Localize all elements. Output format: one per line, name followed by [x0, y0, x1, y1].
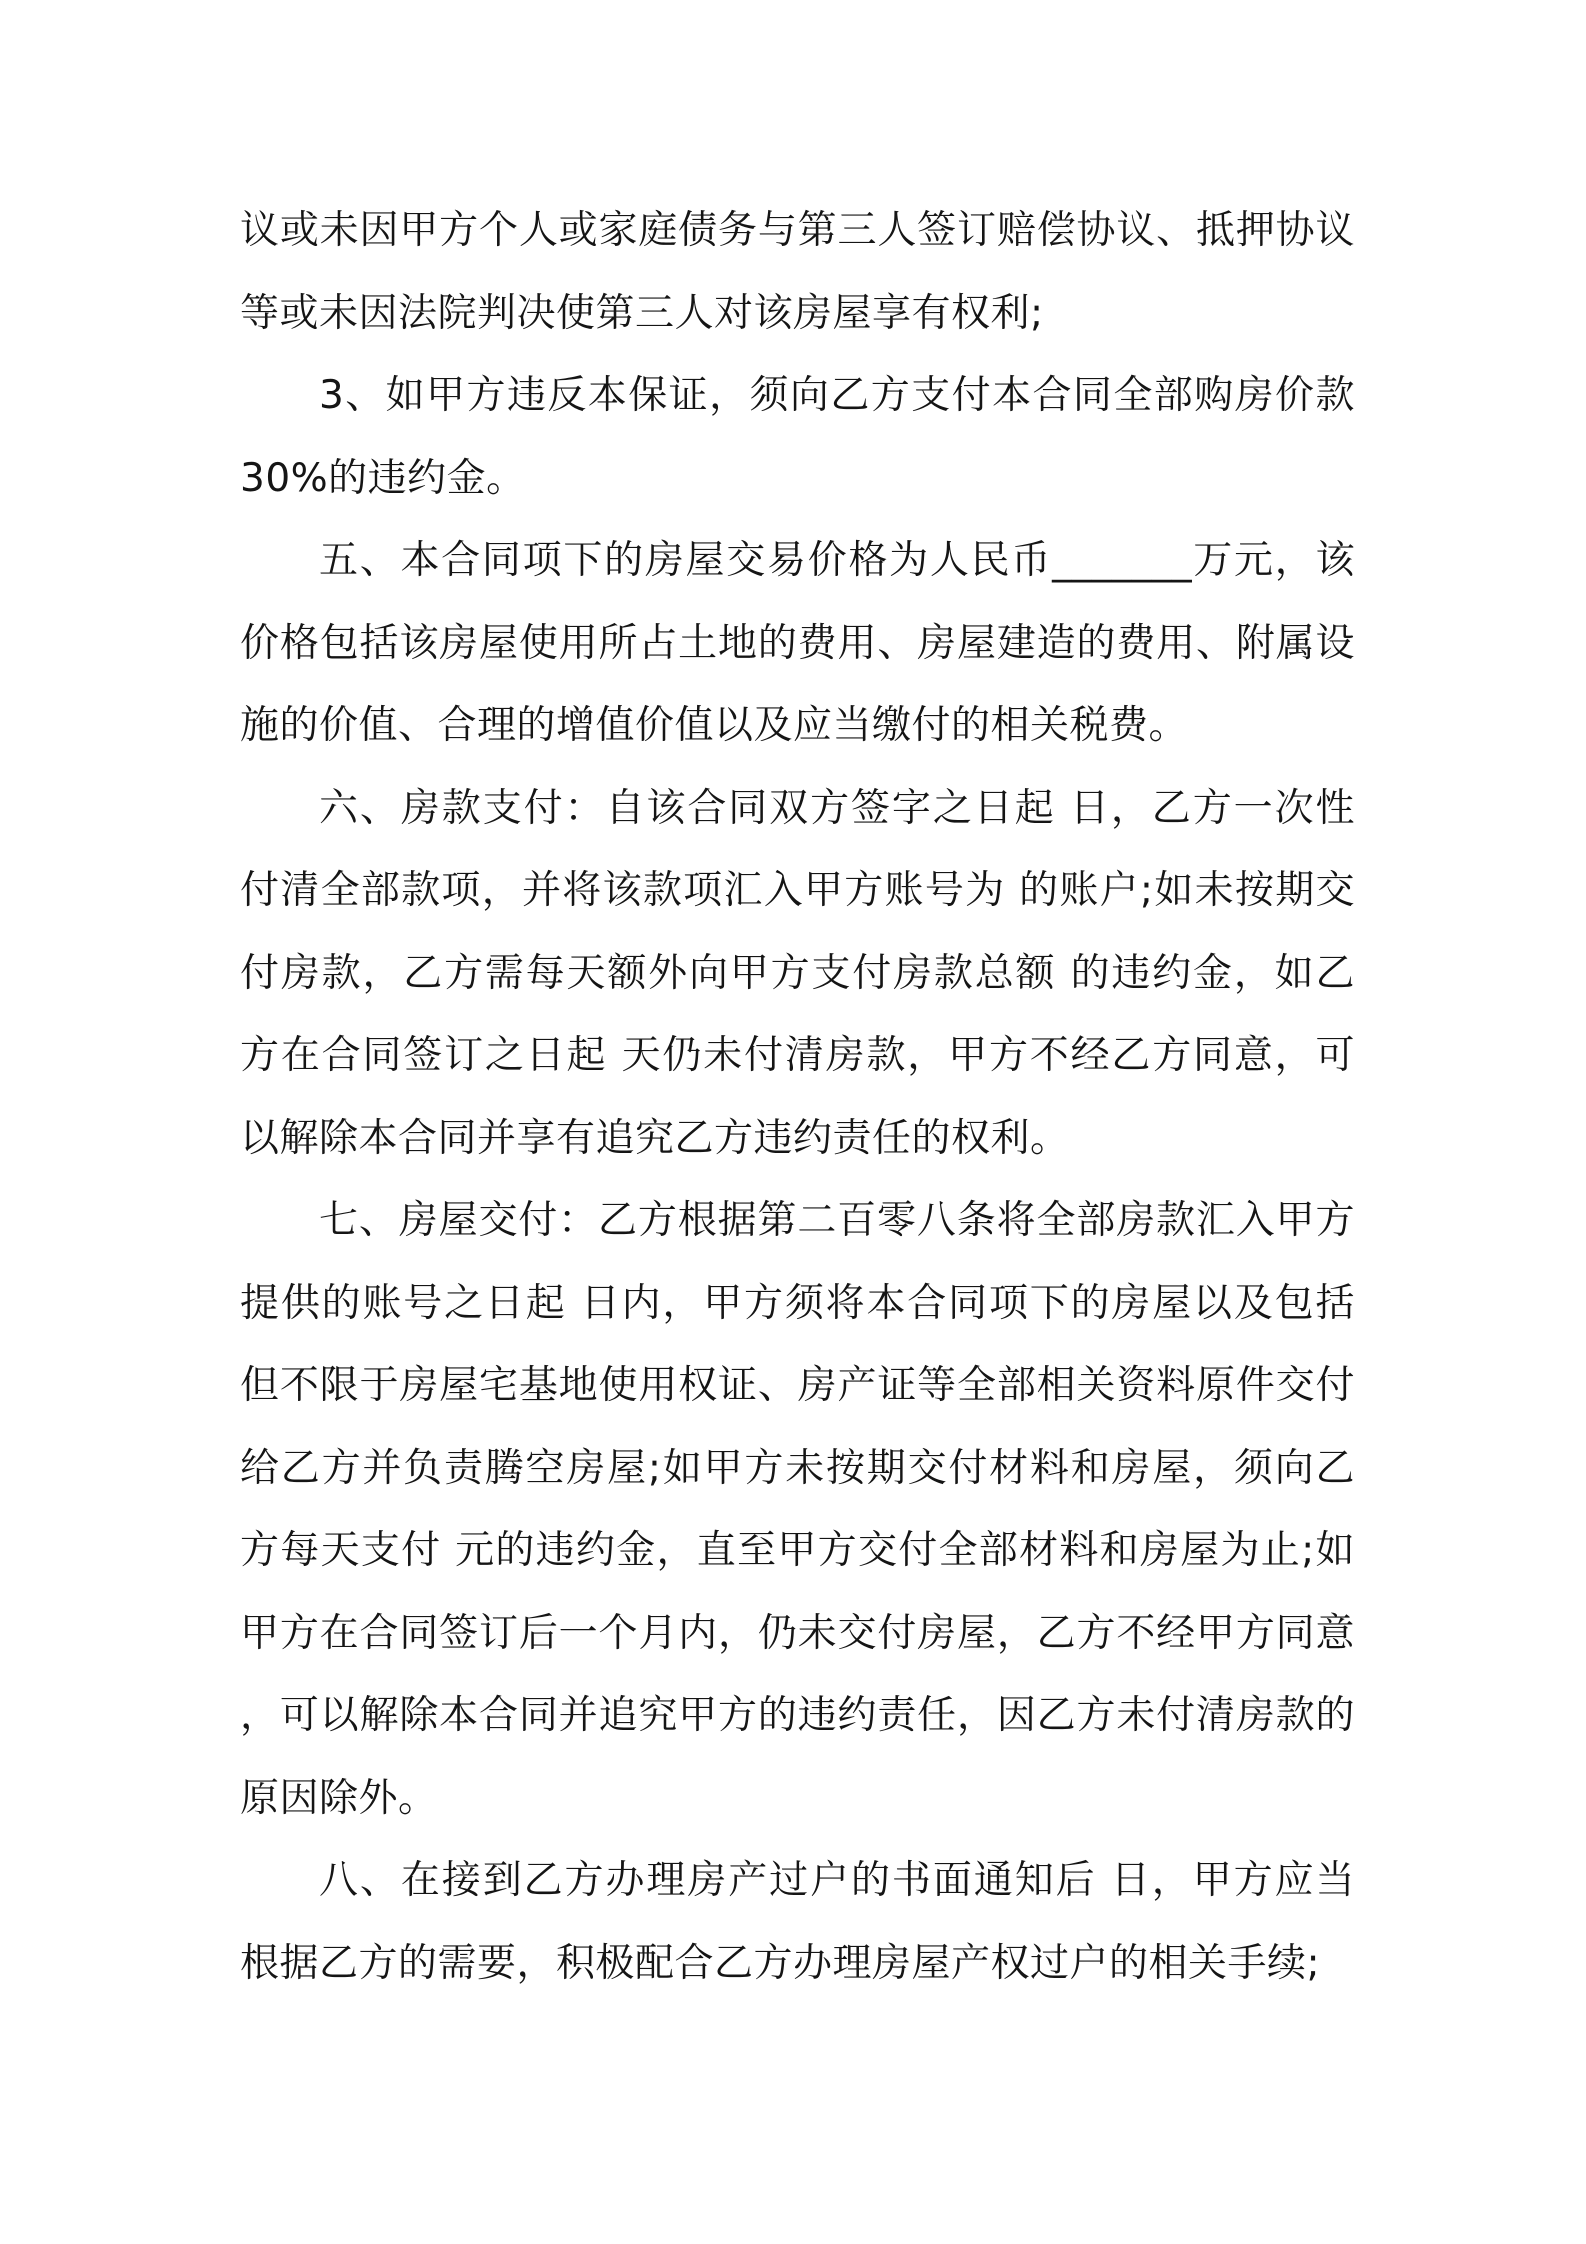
paragraph-article-7: 七、房屋交付：乙方根据第二百零八条将全部房款汇入甲方提供的账号之日起 日内，甲方须将本合同项下的房屋以及包括但不限于房屋宅基地使用权证、房产证等全部相关资料原件交付给乙方并负责腾空房屋;如甲方未按期交付材料和房屋，须向乙方每天支付 元的违约金，直至甲方交付全部材料和房屋为止;如甲方在合同签订后一个月内，仍未交付房屋，乙方不经甲方同意，可以解除本合同并追究甲方的违约责任，因乙方未付清房款的原因除外。	[240, 1198, 1355, 1821]
paragraph-article-6: 六、房款支付：自该合同双方签字之日起 日，乙方一次性付清全部款项，并将该款项汇入甲方账号为 的账户;如未按期交付房款，乙方需每天额外向甲方支付房款总额 的违约金，如乙方在合同签订之日起 天仍未付清房款，甲方不经乙方同意，可以解除本合同并享有追究乙方违约责任的权利。	[240, 785, 1355, 1161]
paragraph-article-5: 五、本合同项下的房屋交易价格为人民币_______万元，该价格包括该房屋使用所占土地的费用、房屋建造的费用、附属设施的价值、合理的增值价值以及应当缴付的相关税费。	[240, 538, 1355, 748]
paragraph-continuation: 议或未因甲方个人或家庭债务与第三人签订赔偿协议、抵押协议等或未因法院判决使第三人对该房屋享有权利;	[240, 208, 1355, 336]
paragraph-clause-3: 3、如甲方违反本保证，须向乙方支付本合同全部购房价款30%的违约金。	[240, 373, 1355, 501]
paragraph-article-8: 八、在接到乙方办理房产过户的书面通知后 日，甲方应当根据乙方的需要，积极配合乙方办理房屋产权过户的相关手续;	[240, 1858, 1355, 1986]
contract-body	[240, 190, 1355, 2005]
